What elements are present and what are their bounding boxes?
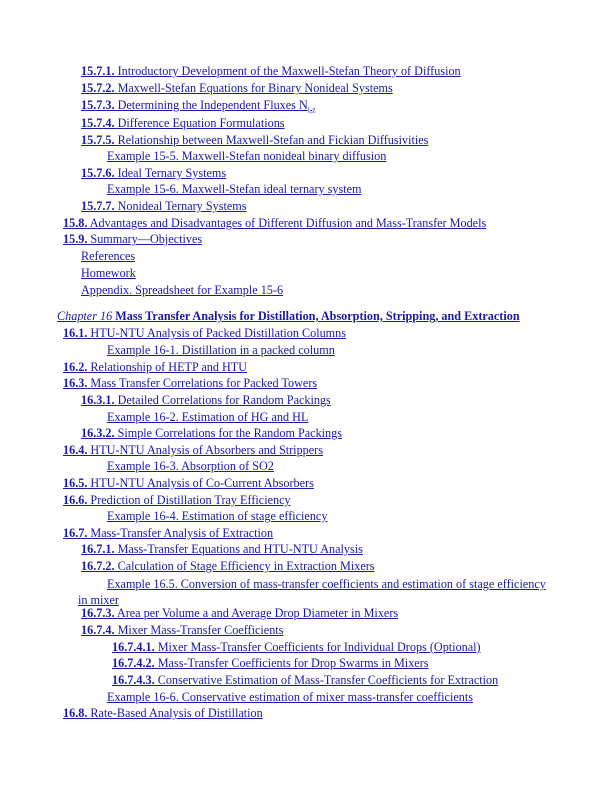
section-number: 16.7.4. bbox=[81, 623, 115, 637]
toc-link-16-4[interactable] bbox=[63, 443, 323, 458]
section-title: HTU-NTU Analysis of Packed Distillation Columns bbox=[90, 326, 347, 340]
toc-link-15-8[interactable] bbox=[63, 216, 486, 231]
toc-link-15-7-2[interactable] bbox=[81, 81, 393, 96]
toc-link-15-7-1[interactable] bbox=[81, 64, 461, 79]
section-title: Relationship between Maxwell-Stefan and Fickian Diffusivities bbox=[117, 133, 429, 147]
section-number: 16.7. bbox=[63, 526, 88, 540]
section-title: Ideal Ternary Systems bbox=[117, 166, 227, 180]
toc-link-appendix[interactable]: Appendix. Spreadsheet for Example 15-6 bbox=[81, 283, 284, 297]
toc-link-15-7-6[interactable] bbox=[81, 166, 226, 181]
toc-link-16-5[interactable] bbox=[63, 476, 314, 491]
toc-link-example-15-5[interactable]: Example 15-5. Maxwell-Stefan nonideal binary diffusion bbox=[107, 149, 387, 163]
toc-link-example-15-6[interactable]: Example 15-6. Maxwell-Stefan ideal ternary system bbox=[107, 182, 362, 196]
section-title: Mixer Mass-Transfer Coefficients for Individual Drops (Optional) bbox=[157, 640, 481, 654]
section-title: Advantages and Disadvantages of Different Diffusion and Mass-Transfer Models bbox=[89, 216, 487, 230]
section-number: 15.7.6. bbox=[81, 166, 115, 180]
section-number: 16.8. bbox=[63, 706, 88, 720]
toc-link-15-7-4[interactable] bbox=[81, 116, 285, 131]
toc-link-16-1[interactable] bbox=[63, 326, 346, 341]
section-number: 16.5. bbox=[63, 476, 88, 490]
section-number: 15.7.7. bbox=[81, 199, 115, 213]
section-number: 15.7.4. bbox=[81, 116, 115, 130]
section-title: Relationship of HETP and HTU bbox=[90, 360, 248, 374]
toc-link-15-7-5[interactable] bbox=[81, 133, 428, 148]
section-number: 15.9. bbox=[63, 232, 88, 246]
toc-link-16-3[interactable] bbox=[63, 376, 317, 391]
section-title: Prediction of Distillation Tray Efficiency bbox=[90, 493, 291, 507]
section-title: Mass Transfer Correlations for Packed Towers bbox=[90, 376, 318, 390]
section-title: Mass-Transfer Analysis of Extraction bbox=[90, 526, 274, 540]
toc-link-example-16-1[interactable]: Example 16-1. Distillation in a packed column bbox=[107, 343, 335, 357]
toc-link-16-3-1[interactable] bbox=[81, 393, 331, 408]
toc-link-references[interactable]: References bbox=[81, 249, 136, 263]
toc-link-16-7-4-1[interactable] bbox=[112, 640, 481, 655]
section-number: 16.3.1. bbox=[81, 393, 115, 407]
section-title: Mass-Transfer Equations and HTU-NTU Analysis bbox=[117, 542, 363, 556]
toc-link-example-16-3[interactable]: Example 16-3. Absorption of SO2 bbox=[107, 459, 274, 473]
section-title: Detailed Correlations for Random Packings bbox=[117, 393, 331, 407]
toc-link-example-16-2[interactable]: Example 16-2. Estimation of HG and HL bbox=[107, 410, 309, 424]
section-number: 16.3.2. bbox=[81, 426, 115, 440]
section-number: 15.7.2. bbox=[81, 81, 115, 95]
toc-link-16-7-2[interactable] bbox=[81, 559, 375, 574]
section-number: 16.4. bbox=[63, 443, 88, 457]
toc-link-16-2[interactable] bbox=[63, 360, 247, 375]
section-number: 15.8. bbox=[63, 216, 88, 230]
section-title: Rate-Based Analysis of Distillation bbox=[90, 706, 263, 720]
toc-link-homework[interactable]: Homework bbox=[81, 266, 136, 280]
section-title: HTU-NTU Analysis of Co-Current Absorbers bbox=[90, 476, 314, 490]
section-title: Conservative Estimation of Mass-Transfer Coefficients for Extraction bbox=[157, 673, 499, 687]
section-number: 15.7.5. bbox=[81, 133, 115, 147]
section-number: 15.7.3. bbox=[81, 98, 115, 112]
section-number: 16.2. bbox=[63, 360, 88, 374]
section-title: Simple Correlations for the Random Packings bbox=[117, 426, 342, 440]
toc-link-16-7-4-3[interactable] bbox=[112, 673, 498, 688]
toc-link-16-8[interactable] bbox=[63, 706, 263, 721]
section-number: 16.7.2. bbox=[81, 559, 115, 573]
subscript: i,z bbox=[307, 105, 316, 115]
section-title: Mixer Mass-Transfer Coefficients bbox=[117, 623, 284, 637]
section-number: 16.7.1. bbox=[81, 542, 115, 556]
section-title: Nonideal Ternary Systems bbox=[117, 199, 247, 213]
toc-link-16-7-4-2[interactable] bbox=[112, 656, 429, 671]
toc-link-15-7-7[interactable] bbox=[81, 199, 246, 214]
toc-link-chapter-16[interactable] bbox=[57, 309, 520, 324]
section-number: 16.3. bbox=[63, 376, 88, 390]
section-title: Area per Volume a and Average Drop Diameter in Mixers bbox=[116, 606, 399, 620]
toc-link-16-3-2[interactable] bbox=[81, 426, 342, 441]
section-title: Determining the Independent Fluxes N bbox=[117, 98, 308, 112]
toc-link-16-7-1[interactable] bbox=[81, 542, 363, 557]
toc-link-example-16-4[interactable]: Example 16-4. Estimation of stage efficiency bbox=[107, 509, 328, 523]
section-number: 16.6. bbox=[63, 493, 88, 507]
toc-link-16-7-3[interactable] bbox=[81, 606, 398, 621]
toc-link-15-7-3[interactable] bbox=[81, 98, 316, 117]
toc-link-16-6[interactable] bbox=[63, 493, 291, 508]
toc-link-example-16-5[interactable]: Example 16.5. Conversion of mass-transfer coefficients and estimation of stage efficiency in mixer bbox=[78, 577, 546, 607]
chapter-label: Chapter 16 bbox=[57, 309, 113, 323]
section-number: 16.7.4.1. bbox=[112, 640, 155, 654]
section-title: Maxwell-Stefan Equations for Binary Nonideal Systems bbox=[117, 81, 393, 95]
chapter-title: Mass Transfer Analysis for Distillation, Absorption, Stripping, and Extraction bbox=[115, 309, 520, 323]
toc-link-16-7-4[interactable] bbox=[81, 623, 283, 638]
toc-link-15-9[interactable] bbox=[63, 232, 202, 247]
toc-link-example-16-6[interactable]: Example 16-6. Conservative estimation of mixer mass-transfer coefficients bbox=[107, 690, 473, 704]
toc-link-16-7[interactable] bbox=[63, 526, 273, 541]
section-title: Mass-Transfer Coefficients for Drop Swarms in Mixers bbox=[157, 656, 429, 670]
section-number: 16.7.3. bbox=[81, 606, 115, 620]
section-title: Difference Equation Formulations bbox=[117, 116, 285, 130]
section-title: Summary—Objectives bbox=[90, 232, 203, 246]
section-title: Introductory Development of the Maxwell-Stefan Theory of Diffusion bbox=[117, 64, 461, 78]
section-number: 15.7.1. bbox=[81, 64, 115, 78]
section-title: Calculation of Stage Efficiency in Extraction Mixers bbox=[117, 559, 375, 573]
section-number: 16.7.4.2. bbox=[112, 656, 155, 670]
section-title: HTU-NTU Analysis of Absorbers and Strippers bbox=[90, 443, 323, 457]
section-number: 16.7.4.3. bbox=[112, 673, 155, 687]
section-number: 16.1. bbox=[63, 326, 88, 340]
